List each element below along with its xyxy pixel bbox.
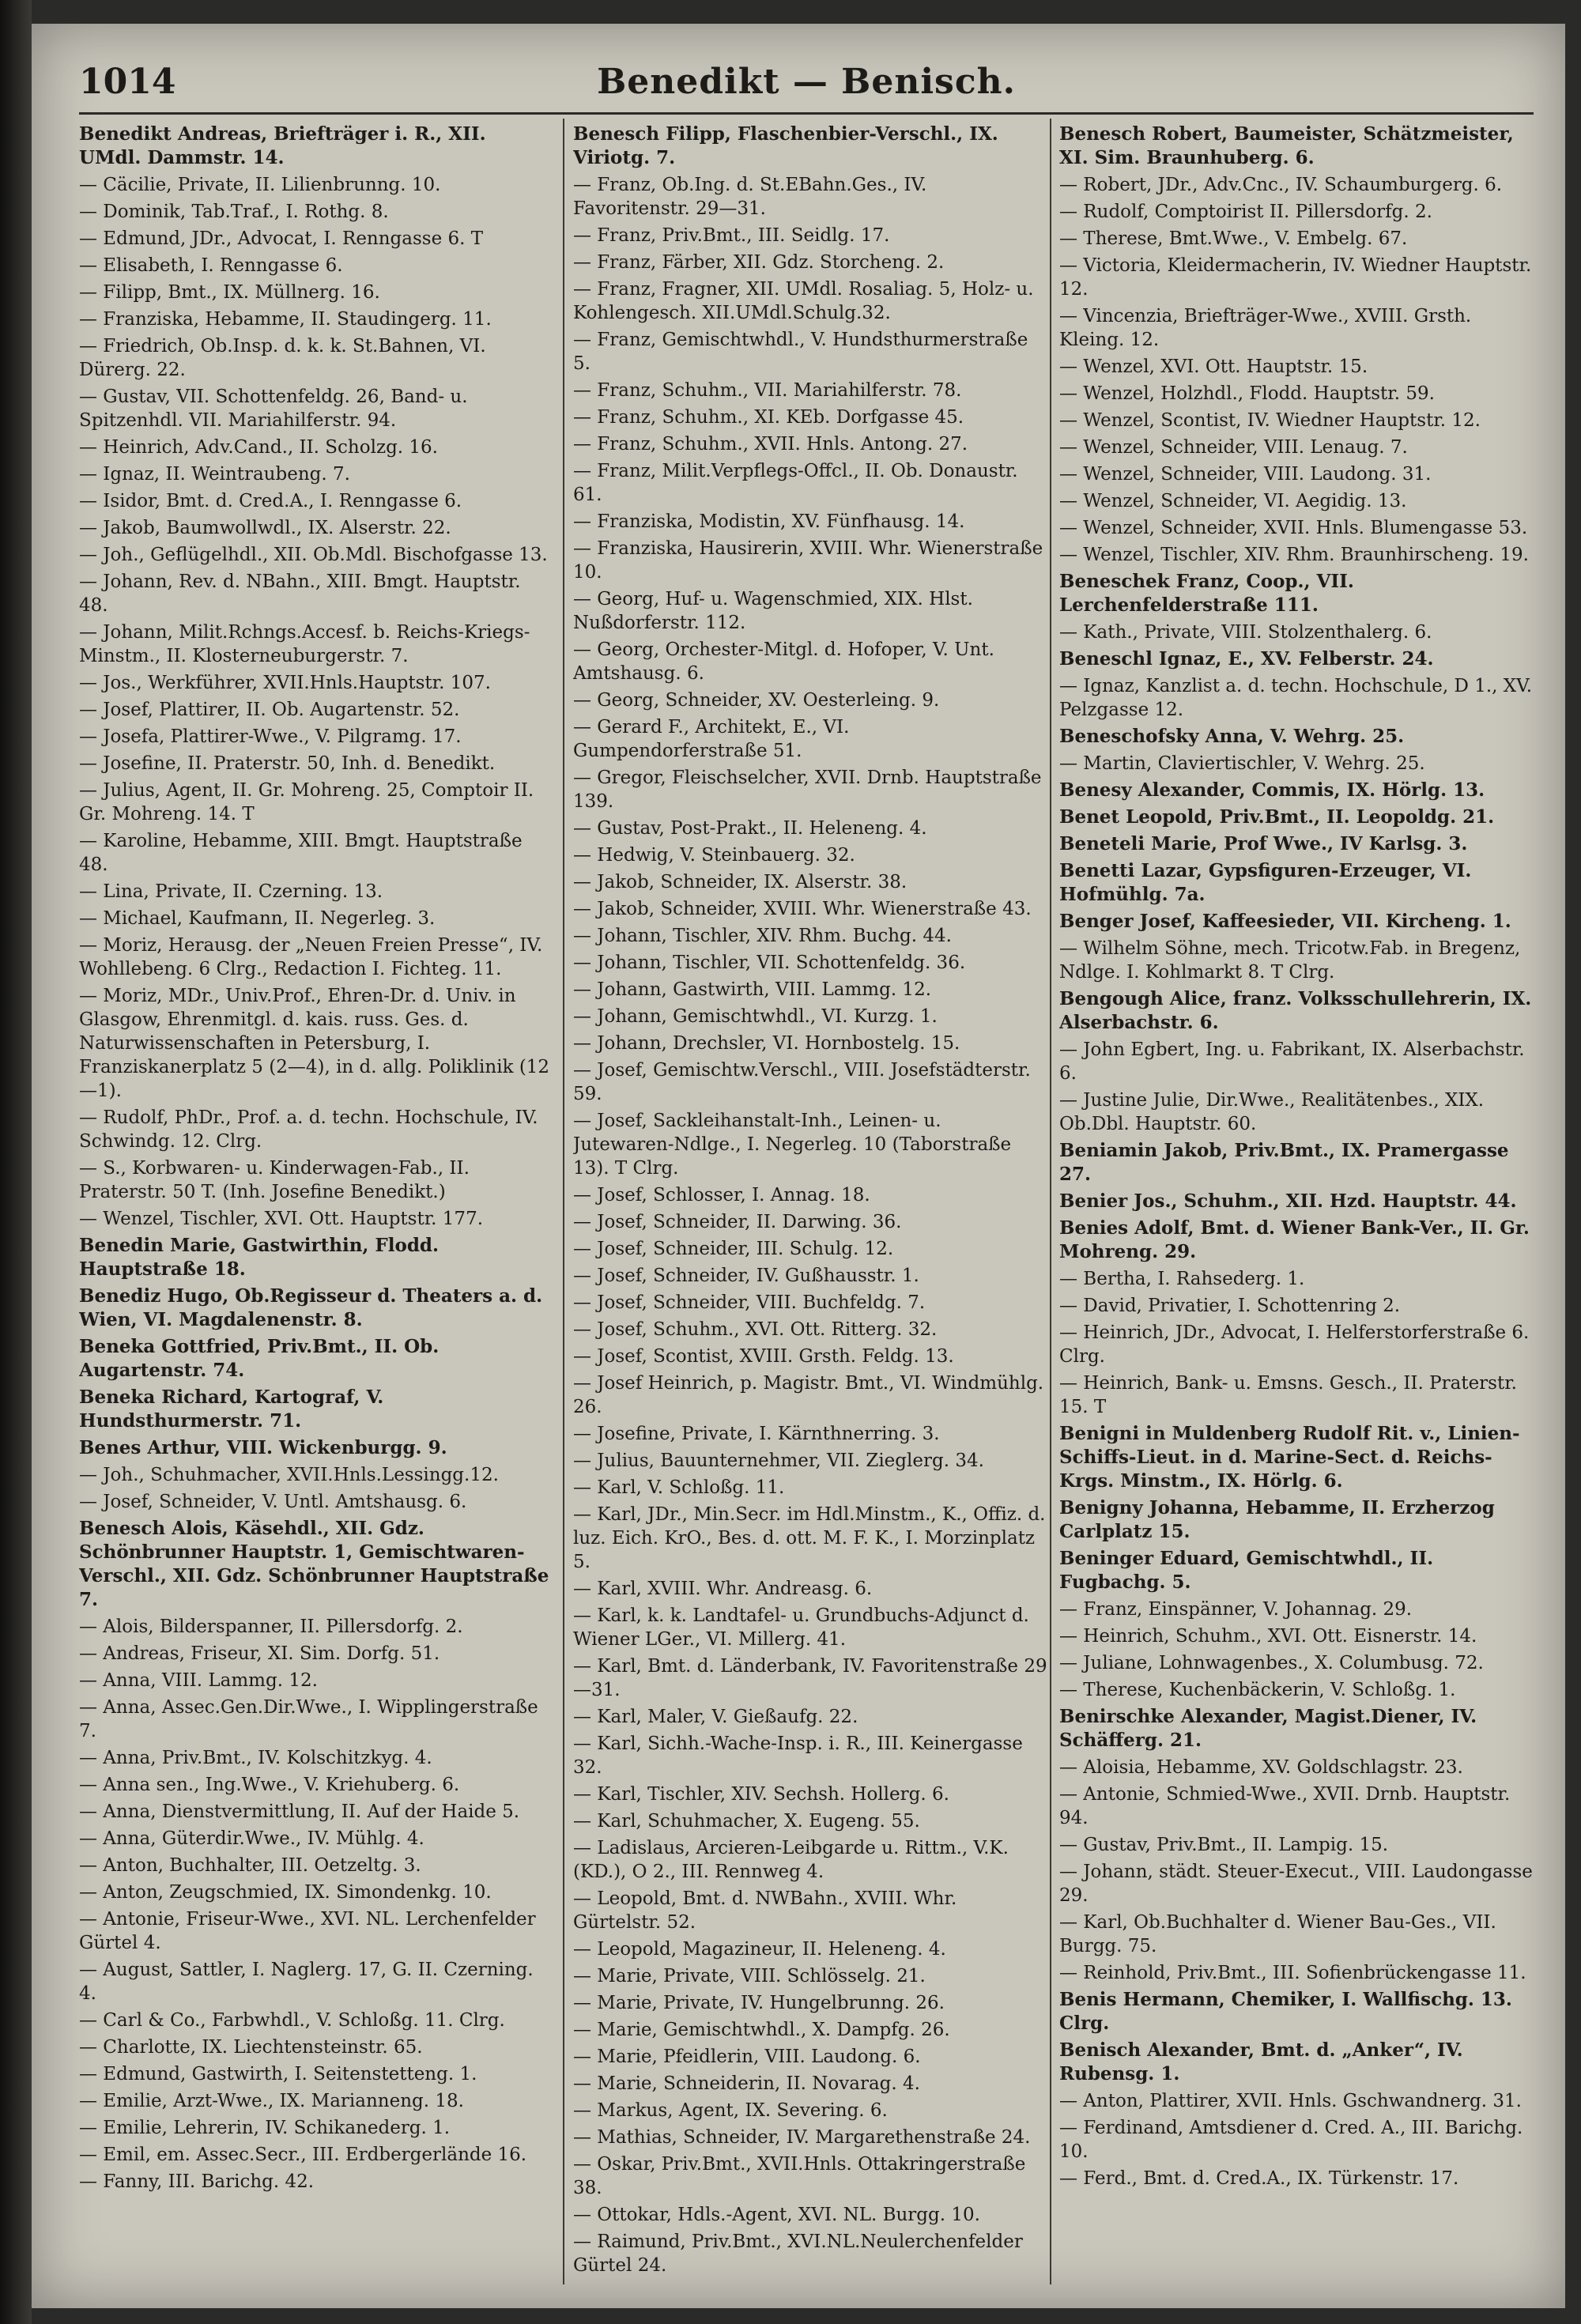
directory-entry: — Charlotte, IX. Liechtensteinstr. 65. bbox=[79, 2037, 423, 2058]
directory-entry: — Franz, Gemischtwhdl., V. Hundsthurmerstraße 5. bbox=[573, 330, 1028, 374]
directory-entry: — Fanny, III. Barichg. 42. bbox=[79, 2171, 315, 2192]
directory-entry: — Victoria, Kleidermacherin, IV. Wiedner Hauptstr. 12. bbox=[1059, 255, 1532, 300]
directory-entry: — Josef, Schneider, III. Schulg. 12. bbox=[573, 1239, 894, 1259]
directory-entry: — Franz, Ob.Ing. d. St.EBahn.Ges., IV. Favoritenstr. 29—31. bbox=[573, 175, 927, 219]
directory-entry: — Martin, Claviertischler, V. Wehrg. 25. bbox=[1059, 753, 1425, 774]
directory-entry: — Heinrich, Schuhm., XVI. Ott. Eisnerstr. 14. bbox=[1059, 1626, 1477, 1647]
directory-entry: Benies Adolf, Bmt. d. Wiener Bank-Ver., II. Gr. Mohreng. 29. bbox=[1059, 1217, 1530, 1262]
directory-entry: — Josef, Schneider, VIII. Buchfeldg. 7. bbox=[573, 1292, 926, 1313]
directory-entry: — Josef, Sackleihanstalt-Inh., Leinen- u. Jutewaren-Ndlge., I. Negerleg. 10 (Taborstraße 13). T Clrg. bbox=[573, 1111, 1012, 1179]
directory-entry: — Gregor, Fleischselcher, XVII. Drnb. Hauptstraße 139. bbox=[573, 768, 1042, 812]
directory-entry: — Franz, Milit.Verpflegs-Offcl., II. Ob. Donaustr. 61. bbox=[573, 461, 1018, 505]
directory-entry: — Anna, Priv.Bmt., IV. Kolschitzkyg. 4. bbox=[79, 1748, 432, 1768]
header-rule bbox=[79, 112, 1534, 115]
directory-entry: — Robert, JDr., Adv.Cnc., IV. Schaumburgerg. 6. bbox=[1059, 175, 1503, 195]
directory-entry: Benier Jos., Schuhm., XII. Hzd. Hauptstr. 44. bbox=[1059, 1190, 1517, 1212]
directory-entry: Benesy Alexander, Commis, IX. Hörlg. 13. bbox=[1059, 779, 1485, 801]
directory-entry: — Wenzel, Tischler, XVI. Ott. Hauptstr. 177. bbox=[79, 1209, 484, 1229]
directory-entry: — Franziska, Hebamme, II. Staudingerg. 11. bbox=[79, 309, 492, 330]
directory-entry: — Karl, Maler, V. Gießaufg. 22. bbox=[573, 1707, 858, 1727]
directory-entry: Benigny Johanna, Hebamme, II. Erzherzog Carlplatz 15. bbox=[1059, 1497, 1495, 1542]
directory-entry: Beninger Eduard, Gemischtwhdl., II. Fugbachg. 5. bbox=[1059, 1548, 1434, 1593]
directory-entry: — Gustav, VII. Schottenfeldg. 26, Band- u. Spitzenhdl. VII. Mariahilferstr. 94. bbox=[79, 387, 468, 431]
directory-entry: — Wenzel, Scontist, IV. Wiedner Hauptstr. 12. bbox=[1059, 410, 1481, 431]
directory-entry: — Leopold, Magazineur, II. Heleneng. 4. bbox=[573, 1939, 946, 1960]
directory-entry: — Ignaz, II. Weintraubeng. 7. bbox=[79, 464, 350, 485]
directory-entry: — Kath., Private, VIII. Stolzenthalerg. 6. bbox=[1059, 622, 1432, 643]
directory-entry: — Andreas, Friseur, XI. Sim. Dorfg. 51. bbox=[79, 1643, 440, 1664]
directory-entry: — Antonie, Friseur-Wwe., XVI. NL. Lerchenfelder Gürtel 4. bbox=[79, 1909, 536, 1953]
directory-entry: — Markus, Agent, IX. Severing. 6. bbox=[573, 2100, 888, 2121]
directory-entry: — Wenzel, Schneider, VIII. Laudong. 31. bbox=[1059, 464, 1432, 485]
directory-entry: — Josef, Plattirer, II. Ob. Augartenstr. 52. bbox=[79, 700, 460, 720]
directory-entry: — Karl, V. Schloßg. 11. bbox=[573, 1477, 785, 1498]
directory-entry: — Franziska, Hausirerin, XVIII. Whr. Wienerstraße 10. bbox=[573, 538, 1043, 583]
directory-entry: — Vincenzia, Briefträger-Wwe., XVIII. Grsth. Kleing. 12. bbox=[1059, 306, 1472, 350]
directory-entry: — Karoline, Hebamme, XIII. Bmgt. Hauptstraße 48. bbox=[79, 831, 523, 875]
directory-entry: — Karl, Schuhmacher, X. Eugeng. 55. bbox=[573, 1811, 920, 1832]
directory-entry: Benis Hermann, Chemiker, I. Wallfischg. 13. Clrg. bbox=[1059, 1989, 1512, 2034]
directory-entry: — Alois, Bilderspanner, II. Pillersdorfg. 2. bbox=[79, 1617, 463, 1637]
directory-entry: — Josef, Schlosser, I. Annag. 18. bbox=[573, 1185, 870, 1205]
directory-entry: — Antonie, Schmied-Wwe., XVII. Drnb. Hauptstr. 94. bbox=[1059, 1784, 1511, 1828]
directory-entry: — Johann, Gemischtwhdl., VI. Kurzg. 1. bbox=[573, 1006, 938, 1027]
directory-entry: — Ferdinand, Amtsdiener d. Cred. A., III. Barichg. 10. bbox=[1059, 2118, 1523, 2162]
directory-entry: — Jos., Werkführer, XVII.Hnls.Hauptstr. 107. bbox=[79, 673, 491, 693]
directory-entry: — Filipp, Bmt., IX. Müllnerg. 16. bbox=[79, 282, 380, 303]
directory-entry: — Ottokar, Hdls.-Agent, XVI. NL. Burgg. 10. bbox=[573, 2205, 980, 2225]
directory-entry: — Franz, Färber, XII. Gdz. Storcheng. 2. bbox=[573, 252, 945, 273]
directory-entry: — Edmund, Gastwirth, I. Seitenstetteng. 1. bbox=[79, 2064, 477, 2084]
directory-entry: — Juliane, Lohnwagenbes., X. Columbusg. 72. bbox=[1059, 1653, 1484, 1673]
directory-entry: — Johann, städt. Steuer-Execut., VIII. Laudongasse 29. bbox=[1059, 1862, 1533, 1906]
directory-entry: — Jakob, Schneider, XVIII. Whr. Wienerstraße 43. bbox=[573, 899, 1032, 919]
directory-entry: Benet Leopold, Priv.Bmt., II. Leopoldg. 21. bbox=[1059, 806, 1495, 828]
directory-entry: Benesch Robert, Baumeister, Schätzmeister, XI. Sim. Braunhuberg. 6. bbox=[1059, 123, 1514, 168]
directory-entry: — Wenzel, Schneider, XVII. Hnls. Blumengasse 53. bbox=[1059, 518, 1528, 538]
directory-entry: — Jakob, Schneider, IX. Alserstr. 38. bbox=[573, 872, 907, 892]
directory-entry: Beneteli Marie, Prof Wwe., IV Karlsg. 3. bbox=[1059, 833, 1468, 855]
directory-entry: — Johann, Rev. d. NBahn., XIII. Bmgt. Hauptstr. 48. bbox=[79, 572, 521, 616]
directory-entry: — Leopold, Bmt. d. NWBahn., XVIII. Whr. Gürtelstr. 52. bbox=[573, 1888, 957, 1933]
directory-entry: — Josef, Schuhm., XVI. Ott. Ritterg. 32. bbox=[573, 1319, 938, 1340]
directory-entry: Benediz Hugo, Ob.Regisseur d. Theaters a. d. Wien, VI. Magdalenenstr. 8. bbox=[79, 1285, 543, 1330]
directory-entry: — Josef, Schneider, II. Darwing. 36. bbox=[573, 1212, 902, 1232]
directory-entry: — Karl, Bmt. d. Länderbank, IV. Favoritenstraße 29—31. bbox=[573, 1656, 1047, 1700]
directory-entry: — Marie, Schneiderin, II. Novarag. 4. bbox=[573, 2073, 920, 2094]
directory-entry: — Josefine, II. Praterstr. 50, Inh. d. Benedikt. bbox=[79, 753, 496, 774]
directory-entry: — Moriz, Herausg. der „Neuen Freien Presse“, IV. Wohllebeng. 6 Clrg., Redaction I. Fichteg. 11. bbox=[79, 935, 543, 979]
directory-entry: — Anna sen., Ing.Wwe., V. Kriehuberg. 6. bbox=[79, 1775, 460, 1795]
directory-entry: Benedikt Andreas, Briefträger i. R., XII. UMdl. Dammstr. 14. bbox=[79, 123, 486, 168]
directory-entry: Benetti Lazar, Gypsfiguren-Erzeuger, VI. Hofmühlg. 7a. bbox=[1059, 860, 1472, 905]
directory-entry: — Anton, Buchhalter, III. Oetzeltg. 3. bbox=[79, 1855, 421, 1876]
directory-entry: — Hedwig, V. Steinbauerg. 32. bbox=[573, 845, 855, 866]
directory-entry: — Moriz, MDr., Univ.Prof., Ehren-Dr. d. Univ. in Glasgow, Ehrenmitgl. d. kais. russ. Ges. d. Naturwissenschaften in Petersburg, I. Franziskanerplatz 5 (2—4), in d. allg. Poliklinik (12—1). bbox=[79, 986, 550, 1101]
directory-entry: — Johann, Gastwirth, VIII. Lammg. 12. bbox=[573, 979, 932, 1000]
directory-entry: — Joh., Schuhmacher, XVII.Hnls.Lessingg.12. bbox=[79, 1465, 499, 1485]
directory-entry: — Therese, Kuchenbäckerin, V. Schloßg. 1. bbox=[1059, 1680, 1456, 1700]
directory-entry: — Franz, Schuhm., XI. KEb. Dorfgasse 45. bbox=[573, 407, 964, 428]
directory-entry: — Ladislaus, Arcieren-Leibgarde u. Rittm., V.K. (KD.), O 2., III. Rennweg 4. bbox=[573, 1838, 1009, 1882]
directory-entry: — Raimund, Priv.Bmt., XVI.NL.Neulerchenfelder Gürtel 24. bbox=[573, 2232, 1023, 2276]
directory-entry: — Gerard F., Architekt, E., VI. Gumpendorferstraße 51. bbox=[573, 717, 850, 761]
directory-entry: — Josef Heinrich, p. Magistr. Bmt., VI. Windmühlg. 26. bbox=[573, 1373, 1044, 1417]
directory-entry: Beneschl Ignaz, E., XV. Felberstr. 24. bbox=[1059, 648, 1434, 670]
directory-entry: Beneka Gottfried, Priv.Bmt., II. Ob. Augartenstr. 74. bbox=[79, 1336, 440, 1381]
directory-entry: — Franz, Priv.Bmt., III. Seidlg. 17. bbox=[573, 225, 890, 246]
directory-entry: — Marie, Private, VIII. Schlösselg. 21. bbox=[573, 1966, 926, 1986]
directory-entry: — Anna, Güterdir.Wwe., IV. Mühlg. 4. bbox=[79, 1828, 424, 1849]
directory-entry: — Josef, Gemischtw.Verschl., VIII. Josefstädterstr. 59. bbox=[573, 1060, 1031, 1104]
directory-entry: — Georg, Orchester-Mitgl. d. Hofoper, V. Unt. Amtshausg. 6. bbox=[573, 639, 994, 684]
directory-entry: — Johann, Tischler, XIV. Rhm. Buchg. 44. bbox=[573, 926, 952, 946]
directory-entry: — Georg, Schneider, XV. Oesterleing. 9. bbox=[573, 690, 940, 711]
directory-entry: — Joh., Geflügelhdl., XII. Ob.Mdl. Bischofgasse 13. bbox=[79, 545, 548, 565]
directory-entry: — Gustav, Priv.Bmt., II. Lampig. 15. bbox=[1059, 1835, 1389, 1855]
column-divider bbox=[563, 119, 564, 2284]
column-3 bbox=[1059, 123, 1534, 2296]
directory-entry: — Marie, Pfeidlerin, VIII. Laudong. 6. bbox=[573, 2047, 921, 2067]
page-number: 1014 bbox=[79, 62, 176, 102]
directory-entry: Beneschek Franz, Coop., VII. Lerchenfelderstraße 111. bbox=[1059, 571, 1354, 616]
column-1 bbox=[79, 123, 553, 2296]
directory-entry: — Franz, Schuhm., XVII. Hnls. Antong. 27. bbox=[573, 434, 968, 455]
directory-entry: — Josefine, Private, I. Kärnthnerring. 3. bbox=[573, 1424, 940, 1444]
directory-entry: — Karl, Tischler, XIV. Sechsh. Hollerg. 6. bbox=[573, 1784, 949, 1805]
directory-entry: — Anna, Assec.Gen.Dir.Wwe., I. Wipplingerstraße 7. bbox=[79, 1697, 538, 1741]
directory-entry: — Cäcilie, Private, II. Lilienbrunng. 10. bbox=[79, 175, 441, 195]
directory-entry: — Oskar, Priv.Bmt., XVII.Hnls. Ottakringerstraße 38. bbox=[573, 2154, 1026, 2198]
directory-entry: — Josef, Schneider, V. Untl. Amtshausg. 6. bbox=[79, 1492, 467, 1512]
directory-entry: — John Egbert, Ing. u. Fabrikant, IX. Alserbachstr. 6. bbox=[1059, 1039, 1525, 1084]
directory-entry: — Anton, Plattirer, XVII. Hnls. Gschwandnerg. 31. bbox=[1059, 2091, 1522, 2111]
directory-entry: — Josef, Scontist, XVIII. Grsth. Feldg. 13. bbox=[573, 1346, 954, 1367]
directory-entry: Beneschofsky Anna, V. Wehrg. 25. bbox=[1059, 726, 1405, 747]
directory-entry: — Ferd., Bmt. d. Cred.A., IX. Türkenstr. 17. bbox=[1059, 2168, 1459, 2189]
directory-entry: — Mathias, Schneider, IV. Margarethenstraße 24. bbox=[573, 2127, 1031, 2148]
directory-entry: Bengough Alice, franz. Volksschullehrerin, IX. Alserbachstr. 6. bbox=[1059, 988, 1532, 1033]
directory-entry: — Reinhold, Priv.Bmt., III. Sofienbrückengasse 11. bbox=[1059, 1963, 1526, 1983]
page-header bbox=[79, 55, 1534, 111]
directory-entry: — Anton, Zeugschmied, IX. Simondenkg. 10. bbox=[79, 1882, 492, 1903]
directory-entry: Benger Josef, Kaffeesieder, VII. Kircheng. 1. bbox=[1059, 911, 1511, 932]
directory-entry: — Karl, JDr., Min.Secr. im Hdl.Minstm., K., Offiz. d. luz. Eich. KrO., Bes. d. ott. M. F. K., I. Morzinplatz 5. bbox=[573, 1504, 1046, 1572]
directory-entry: — Isidor, Bmt. d. Cred.A., I. Renngasse 6. bbox=[79, 491, 462, 511]
directory-entry: — Rudolf, Comptoirist II. Pillersdorfg. 2. bbox=[1059, 202, 1432, 222]
directory-entry: Benesch Filipp, Flaschenbier-Verschl., IX. Viriotg. 7. bbox=[573, 123, 998, 168]
directory-entry: — Emilie, Arzt-Wwe., IX. Marianneng. 18. bbox=[79, 2091, 464, 2111]
directory-entry: Benesch Alois, Käsehdl., XII. Gdz. Schönbrunner Hauptstr. 1, Gemischtwaren-Verschl., XII. Gdz. Schönbrunner Hauptstraße 7. bbox=[79, 1518, 549, 1610]
directory-entry: — Bertha, I. Rahsederg. 1. bbox=[1059, 1269, 1305, 1289]
directory-entry: — Edmund, JDr., Advocat, I. Renngasse 6. T bbox=[79, 228, 484, 249]
directory-entry: — Carl & Co., Farbwhdl., V. Schloßg. 11. Clrg. bbox=[79, 2010, 505, 2031]
running-head: Benedikt — Benisch. bbox=[597, 62, 1016, 102]
directory-entry: — David, Privatier, I. Schottenring 2. bbox=[1059, 1296, 1401, 1316]
directory-entry: Benes Arthur, VIII. Wickenburgg. 9. bbox=[79, 1437, 447, 1458]
directory-entry: — Dominik, Tab.Traf., I. Rothg. 8. bbox=[79, 202, 389, 222]
directory-entry: — Elisabeth, I. Renngasse 6. bbox=[79, 255, 343, 276]
directory-entry: — Heinrich, Adv.Cand., II. Scholzg. 16. bbox=[79, 437, 438, 458]
directory-entry: — Justine Julie, Dir.Wwe., Realitätenbes., XIX. Ob.Dbl. Hauptstr. 60. bbox=[1059, 1090, 1485, 1134]
directory-entry: — Johann, Tischler, VII. Schottenfeldg. 36. bbox=[573, 953, 966, 973]
directory-entry: — Franziska, Modistin, XV. Fünfhausg. 14. bbox=[573, 511, 965, 532]
directory-entry: — Therese, Bmt.Wwe., V. Embelg. 67. bbox=[1059, 228, 1408, 249]
directory-entry: — Wenzel, XVI. Ott. Hauptstr. 15. bbox=[1059, 357, 1368, 377]
directory-entry: — S., Korbwaren- u. Kinderwagen-Fab., II. Praterstr. 50 T. (Inh. Josefine Benedikt.) bbox=[79, 1158, 470, 1202]
directory-entry: — Franz, Einspänner, V. Johannag. 29. bbox=[1059, 1599, 1413, 1620]
book-gutter bbox=[0, 0, 32, 2324]
directory-entry: — Marie, Gemischtwhdl., X. Dampfg. 26. bbox=[573, 2020, 950, 2040]
directory-entry: — Rudolf, PhDr., Prof. a. d. techn. Hochschule, IV. Schwindg. 12. Clrg. bbox=[79, 1107, 538, 1152]
directory-entry: — Georg, Huf- u. Wagenschmied, XIX. Hlst. Nußdorferstr. 112. bbox=[573, 589, 973, 633]
directory-entry: — Wilhelm Söhne, mech. Tricotw.Fab. in Bregenz, Ndlge. I. Kohlmarkt 8. T Clrg. bbox=[1059, 938, 1521, 983]
directory-entry: — Karl, Sichh.-Wache-Insp. i. R., III. Keinergasse 32. bbox=[573, 1734, 1023, 1778]
directory-entry: Benedin Marie, Gastwirthin, Flodd. Hauptstraße 18. bbox=[79, 1235, 440, 1280]
directory-entry: — Franz, Fragner, XII. UMdl. Rosaliag. 5, Holz- u. Kohlengesch. XII.UMdl.Schulg.32. bbox=[573, 279, 1034, 323]
directory-entry: — Julius, Agent, II. Gr. Mohreng. 25, Comptoir II. Gr. Mohreng. 14. T bbox=[79, 780, 534, 824]
directory-entry: — Michael, Kaufmann, II. Negerleg. 3. bbox=[79, 908, 436, 929]
column-2 bbox=[573, 123, 1047, 2296]
directory-entry: — Emilie, Lehrerin, IV. Schikanederg. 1. bbox=[79, 2118, 451, 2138]
directory-entry: — Emil, em. Assec.Secr., III. Erdbergerlände 16. bbox=[79, 2145, 527, 2165]
directory-entry: — Jakob, Baumwollwdl., IX. Alserstr. 22. bbox=[79, 518, 451, 538]
directory-entry: — Marie, Private, IV. Hungelbrunng. 26. bbox=[573, 1993, 945, 2013]
directory-entry: — Julius, Bauunternehmer, VII. Zieglerg. 34. bbox=[573, 1451, 984, 1471]
directory-entry: Benisch Alexander, Bmt. d. „Anker“, IV. Rubensg. 1. bbox=[1059, 2039, 1463, 2084]
directory-entry: — Wenzel, Schneider, VIII. Lenaug. 7. bbox=[1059, 437, 1408, 458]
directory-entry: — Ignaz, Kanzlist a. d. techn. Hochschule, D 1., XV. Pelzgasse 12. bbox=[1059, 676, 1533, 720]
directory-entry: Beniamin Jakob, Priv.Bmt., IX. Pramergasse 27. bbox=[1059, 1140, 1509, 1185]
directory-entry: — Karl, XVIII. Whr. Andreasg. 6. bbox=[573, 1579, 873, 1599]
directory-entry: — Lina, Private, II. Czerning. 13. bbox=[79, 881, 383, 902]
directory-entry: — Wenzel, Holzhdl., Flodd. Hauptstr. 59. bbox=[1059, 383, 1435, 404]
directory-entry: — Josefa, Plattirer-Wwe., V. Pilgramg. 17. bbox=[79, 726, 462, 747]
directory-entry: — Johann, Drechsler, VI. Hornbostelg. 15. bbox=[573, 1033, 960, 1054]
directory-entry: — August, Sattler, I. Naglerg. 17, G. II. Czerning. 4. bbox=[79, 1960, 534, 2004]
directory-entry: Beneka Richard, Kartograf, V. Hundsthurmerstr. 71. bbox=[79, 1386, 384, 1432]
directory-entry: — Wenzel, Schneider, VI. Aegidig. 13. bbox=[1059, 491, 1407, 511]
directory-entry: — Anna, VIII. Lammg. 12. bbox=[79, 1670, 318, 1691]
directory-entry: — Karl, k. k. Landtafel- u. Grundbuchs-Adjunct d. Wiener LGer., VI. Millerg. 41. bbox=[573, 1605, 1029, 1650]
directory-entry: — Johann, Milit.Rchngs.Accesf. b. Reichs-Kriegs-Minstm., II. Klosterneuburgerstr. 7. bbox=[79, 622, 530, 666]
directory-entry: — Josef, Schneider, IV. Gußhausstr. 1. bbox=[573, 1266, 919, 1286]
directory-entry: — Anna, Dienstvermittlung, II. Auf der Haide 5. bbox=[79, 1801, 520, 1822]
directory-entry: — Wenzel, Tischler, XIV. Rhm. Braunhirscheng. 19. bbox=[1059, 545, 1529, 565]
directory-entry: Benirschke Alexander, Magist.Diener, IV. Schäfferg. 21. bbox=[1059, 1706, 1477, 1751]
directory-entry: — Gustav, Post-Prakt., II. Heleneng. 4. bbox=[573, 818, 927, 839]
directory-entry: Benigni in Muldenberg Rudolf Rit. v., Linien-Schiffs-Lieut. in d. Marine-Sect. d. Reichs-Krgs. Minstm., IX. Hörlg. 6. bbox=[1059, 1423, 1520, 1492]
directory-entry: — Heinrich, Bank- u. Emsns. Gesch., II. Praterstr. 15. T bbox=[1059, 1373, 1517, 1417]
directory-entry: — Friedrich, Ob.Insp. d. k. k. St.Bahnen, VI. Dürerg. 22. bbox=[79, 336, 486, 380]
directory-entry: — Franz, Schuhm., VII. Mariahilferstr. 78. bbox=[573, 380, 962, 401]
column-divider bbox=[1050, 119, 1051, 2284]
directory-entry: — Heinrich, JDr., Advocat, I. Helferstorferstraße 6. Clrg. bbox=[1059, 1322, 1530, 1367]
directory-entry: — Karl, Ob.Buchhalter d. Wiener Bau-Ges., VII. Burgg. 75. bbox=[1059, 1912, 1496, 1956]
directory-entry: — Aloisia, Hebamme, XV. Goldschlagstr. 23. bbox=[1059, 1757, 1463, 1778]
